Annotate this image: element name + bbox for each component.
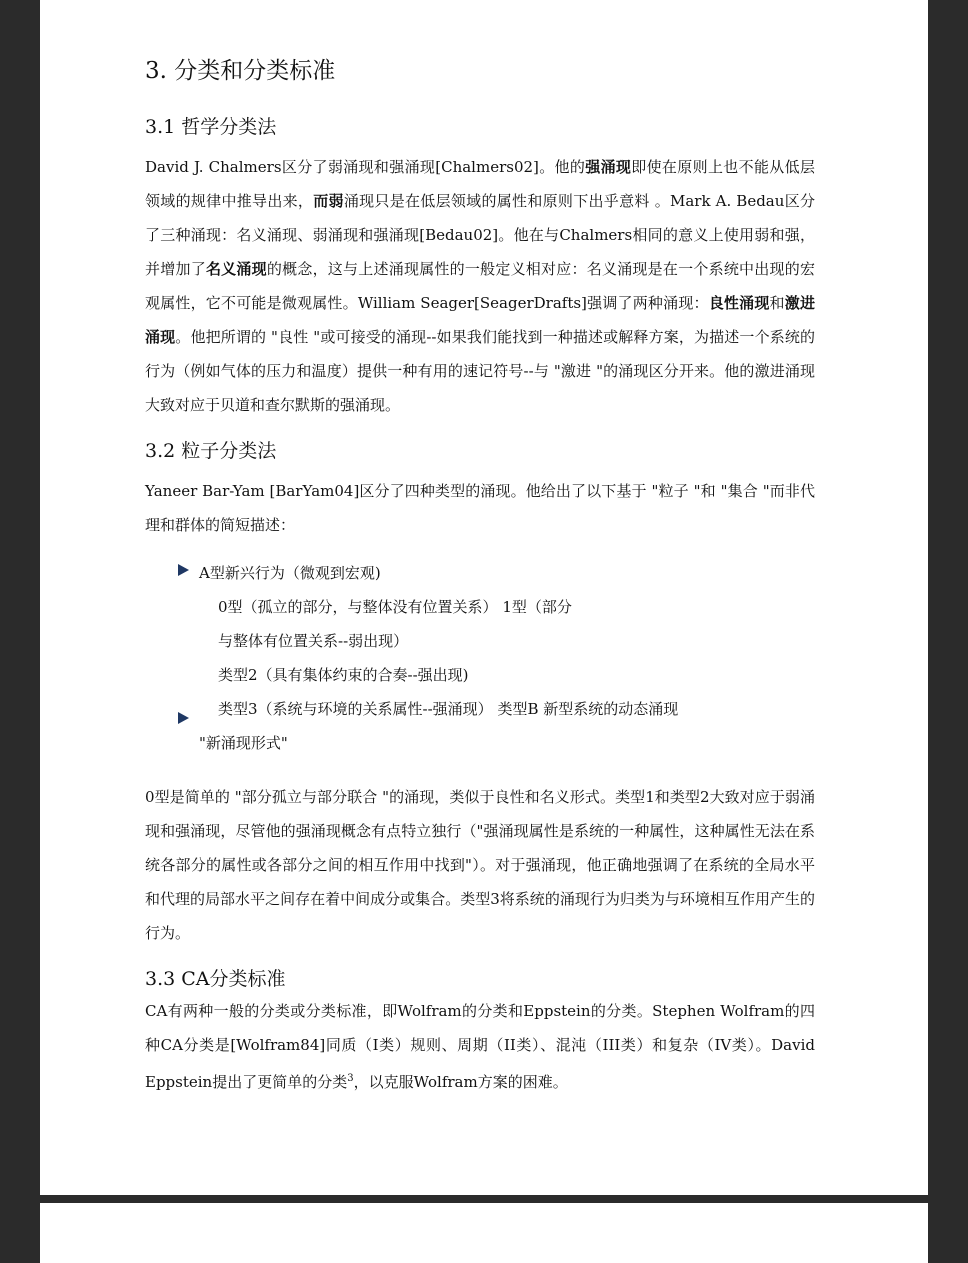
- page-content: [145, 50, 815, 1113]
- section-heading-3-3: 3.3 CA分类标准: [145, 968, 286, 990]
- next-page: [40, 1203, 928, 1263]
- bullet-arrow-icon: [178, 712, 189, 724]
- list-item-type-3: 类型3（系统与环境的关系属性--强涌现） 类型B 新型系统的动态涌现: [218, 700, 679, 718]
- section-3-3-paragraph: CA有两种一般的分类或分类标准，即Wolfram的分类和Eppstein的分类。Stephen Wolfram的四种CA分类是[Wolfram84]同质（I类）规则、周期（II类）、混沌（III类）和复杂（IV类）。David Eppstein提出了更简单的分类$^3$，以克服Wolfram方案的困难。: [145, 1002, 815, 1091]
- section-heading-3-1: 3.1 哲学分类法: [145, 116, 277, 138]
- emergence-type-list: [145, 556, 815, 760]
- section-3-2-paragraph: 0型是简单的 "部分孤立与部分联合 "的涌现，类似于良性和名义形式。类型1和类型2大致对应于弱涌现和强涌现，尽管他的强涌现概念有点特立独行（"强涌现属性是系统的一种属性，这种属性无法在系统各部分的属性或各部分之间的相互作用中找到"）。对于强涌现，他正确地强调了在系统的全局水平和代理的局部水平之间存在着中间成分或集合。类型3将系统的涌现行为归类为与环境相互作用产生的行为。: [145, 788, 815, 942]
- section-3-2-intro: Yaneer Bar-Yam [BarYam04]区分了四种类型的涌现。他给出了以下基于 "粒子 "和 "集合 "而非代理和群体的简短描述：: [145, 482, 815, 534]
- section-3-1-paragraph: David J. Chalmers区分了弱涌现和强涌现[Chalmers02]。他的强涌现即使在原则上也不能从低层领域的规律中推导出来，而弱涌现只是在低层领域的属性和原则下出乎意料 。Mark A. Bedau区分了三种涌现：名义涌现、弱涌现和强涌现[Bedau02]。他在与Chalmers相同的意义上使用弱和强，并增加了名义涌现的概念，这与上述涌现属性的一般定义相对应：名义涌现是在一个系统中出现的宏观属性，它不可能是微观属性。William Seager[SeagerDrafts]强调了两种涌现：良性涌现和激进涌现。他把所谓的 "良性 "或可接受的涌现--如果我们能找到一种描述或解释方案，为描述一个系统的行为（例如气体的压力和温度）提供一种有用的速记符号--与 "激进 "的涌现区分开来。他的激进涌现大致对应于贝道和查尔默斯的强涌现。: [145, 158, 815, 414]
- section-heading-3-2: 3.2 粒子分类法: [145, 440, 277, 462]
- list-item-type-a: A型新兴行为（微观到宏观): [145, 556, 815, 590]
- list-item-type-b: "新涌现形式": [145, 726, 815, 760]
- list-item-type-0: 0型（孤立的部分，与整体没有位置关系） 1型（部分: [218, 598, 572, 616]
- list-item-type-2: 类型2（具有集体约束的合奏--强出现): [218, 666, 469, 684]
- bullet-arrow-icon: [178, 564, 189, 576]
- list-item-type-1: 与整体有位置关系--弱出现）: [218, 632, 409, 650]
- chapter-title: 3. 分类和分类标准: [145, 58, 336, 84]
- document-page: [40, 0, 928, 1195]
- footnote-ref[interactable]: 3: [347, 1073, 354, 1084]
